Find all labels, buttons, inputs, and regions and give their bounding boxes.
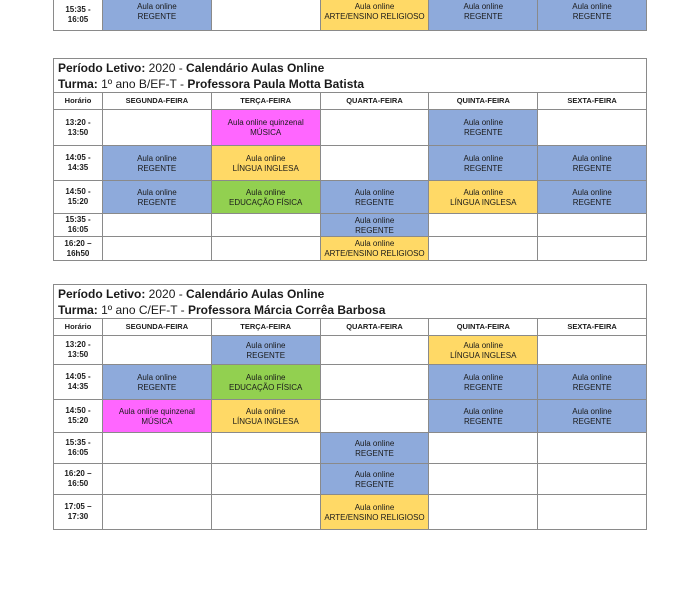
- class-line: [58, 76, 642, 92]
- class-subject: LÍNGUA INGLESA: [232, 163, 299, 173]
- class-subject: REGENTE: [463, 382, 503, 392]
- time-end: 16:50: [67, 479, 89, 488]
- header-row: [54, 319, 647, 336]
- header-row: [54, 93, 647, 110]
- table-row: [54, 214, 647, 237]
- class-cell: [320, 400, 429, 433]
- class-cell: [211, 0, 320, 31]
- time-end: 15:20: [67, 416, 89, 425]
- class-cell: [103, 214, 212, 237]
- time-cell: [54, 214, 103, 237]
- class-cell: [103, 464, 212, 495]
- time-start: 14:05 -: [65, 153, 91, 162]
- class-cell: [211, 214, 320, 237]
- header-cell: Horário: [54, 319, 103, 336]
- class-cell: [320, 110, 429, 146]
- time-end: 16h50: [66, 248, 90, 258]
- table-row: [54, 181, 647, 214]
- class-subject: LÍNGUA INGLESA: [450, 350, 517, 360]
- class-cell: [538, 464, 647, 495]
- time-cell: [54, 336, 103, 365]
- schedule-header: [53, 284, 647, 318]
- class-cell: [320, 495, 429, 530]
- period-value: 2020 -: [145, 61, 187, 75]
- class-subject: REGENTE: [137, 163, 177, 173]
- class-cell: [538, 237, 647, 261]
- class-cell: [320, 181, 429, 214]
- class-subject: EDUCAÇÃO FÍSICA: [229, 197, 303, 207]
- class-subject: REGENTE: [355, 225, 394, 235]
- class-cell: [429, 495, 538, 530]
- class-cell: [320, 214, 429, 237]
- class-cell: [211, 110, 320, 146]
- class-type: Aula online: [572, 2, 612, 11]
- time-start: 13:20 -: [65, 117, 91, 127]
- class-cell: [429, 214, 538, 237]
- class-type: Aula online: [137, 153, 177, 163]
- schedule-header: [53, 58, 647, 92]
- class-cell: [429, 0, 538, 31]
- time-start: 17:05 –: [64, 502, 92, 511]
- class-type: Aula online: [354, 469, 395, 479]
- class-cell: [211, 365, 320, 400]
- schedule-block-c: [53, 284, 647, 530]
- class-type: Aula online: [354, 187, 395, 197]
- time-start: 15:35 -: [65, 438, 91, 447]
- header-cell: SEGUNDA-FEIRA: [103, 93, 212, 110]
- time-end: 16:05: [67, 14, 89, 24]
- class-type: Aula online: [245, 153, 286, 163]
- header-cell: QUARTA-FEIRA: [320, 319, 429, 336]
- class-value: 1º ano C/EF-T -: [97, 303, 188, 317]
- class-cell: [538, 0, 647, 31]
- period-label: Período Letivo:: [58, 287, 146, 301]
- class-cell: [103, 433, 212, 464]
- time-start: 16:20 –: [64, 469, 92, 478]
- class-type: Aula online: [137, 372, 177, 382]
- header-cell: QUINTA-FEIRA: [429, 93, 538, 110]
- header-cell: Horário: [54, 93, 103, 110]
- class-cell: [429, 146, 538, 181]
- class-subject: REGENTE: [355, 197, 394, 207]
- previous-schedule-fragment: [53, 0, 647, 31]
- class-subject: REGENTE: [572, 197, 612, 207]
- time-cell: [54, 365, 103, 400]
- class-type: Aula online: [463, 406, 504, 416]
- header-cell: SEXTA-FEIRA: [538, 319, 647, 336]
- class-subject: REGENTE: [137, 12, 177, 21]
- class-cell: [103, 365, 212, 400]
- time-cell: [54, 110, 103, 146]
- class-subject: REGENTE: [463, 128, 503, 137]
- class-subject: REGENTE: [463, 416, 503, 426]
- time-end: 16:05: [67, 225, 89, 234]
- time-cell: [54, 464, 103, 495]
- class-cell: [320, 433, 429, 464]
- class-subject: REGENTE: [137, 197, 177, 207]
- table-row: [54, 0, 647, 31]
- class-cell: [538, 433, 647, 464]
- class-subject: REGENTE: [463, 12, 503, 21]
- class-cell: [538, 365, 647, 400]
- class-cell: [211, 433, 320, 464]
- class-cell: [538, 110, 647, 146]
- class-cell: [320, 464, 429, 495]
- class-cell: [429, 433, 538, 464]
- class-cell: [103, 495, 212, 530]
- time-end: 16:05: [67, 448, 89, 457]
- class-type: Aula online: [245, 340, 286, 350]
- class-cell: [103, 146, 212, 181]
- table-row: [54, 146, 647, 181]
- class-type: Aula online: [463, 340, 504, 350]
- calendar-title: Calendário Aulas Online: [186, 61, 325, 75]
- schedule-block-b: [53, 58, 647, 261]
- class-subject: ARTE/ENSINO RELIGIOSO: [324, 12, 425, 21]
- teacher-name: Professora Márcia Corrêa Barbosa: [187, 303, 386, 317]
- class-type: Aula online: [354, 215, 395, 225]
- table-row: [54, 464, 647, 495]
- class-cell: [320, 146, 429, 181]
- class-cell: [429, 336, 538, 365]
- class-cell: [538, 495, 647, 530]
- class-subject: REGENTE: [246, 350, 286, 360]
- class-subject: REGENTE: [355, 448, 394, 458]
- class-cell: [211, 146, 320, 181]
- table-row: [54, 495, 647, 530]
- class-type: Aula online: [137, 2, 177, 11]
- calendar-title: Calendário Aulas Online: [186, 287, 325, 301]
- class-cell: [320, 336, 429, 365]
- class-type: Aula online: [137, 187, 177, 197]
- class-cell: [211, 336, 320, 365]
- class-cell: [103, 400, 212, 433]
- class-subject: MÚSICA: [141, 416, 173, 426]
- class-type: Aula online: [245, 187, 286, 197]
- class-cell: [429, 237, 538, 261]
- period-label: Período Letivo:: [58, 61, 146, 75]
- class-cell: [538, 146, 647, 181]
- table-row: [54, 365, 647, 400]
- class-subject: REGENTE: [572, 416, 612, 426]
- time-start: 14:50 -: [65, 406, 91, 415]
- class-type: Aula online: [354, 239, 395, 248]
- period-value: 2020 -: [145, 287, 187, 301]
- table-row: [54, 237, 647, 261]
- time-cell: [54, 433, 103, 464]
- header-cell: TERÇA-FEIRA: [211, 93, 320, 110]
- class-line: [58, 302, 642, 318]
- class-cell: [211, 495, 320, 530]
- class-type: Aula online: [463, 2, 504, 11]
- class-type: Aula online: [354, 2, 395, 11]
- class-type: Aula online: [463, 153, 504, 163]
- class-type: Aula online: [572, 187, 612, 197]
- time-start: 14:05 -: [65, 372, 91, 381]
- class-cell: [538, 400, 647, 433]
- class-cell: [211, 237, 320, 261]
- class-cell: [320, 0, 429, 31]
- class-cell: [103, 181, 212, 214]
- teacher-name: Professora Paula Motta Batista: [187, 77, 365, 91]
- class-type: Aula online: [354, 502, 395, 512]
- class-cell: [103, 237, 212, 261]
- time-end: 13:50: [67, 127, 89, 137]
- class-cell: [538, 336, 647, 365]
- class-cell: [429, 464, 538, 495]
- time-start: 13:20 -: [65, 340, 91, 349]
- table-row: [54, 110, 647, 146]
- table-row: [54, 433, 647, 464]
- class-label: Turma:: [58, 303, 98, 317]
- table-row: [54, 336, 647, 365]
- period-line: [58, 286, 642, 302]
- class-type: Aula online: [463, 187, 504, 197]
- class-cell: [211, 181, 320, 214]
- header-cell: QUARTA-FEIRA: [320, 93, 429, 110]
- class-type: Aula online: [245, 406, 286, 416]
- class-subject: ARTE/ENSINO RELIGIOSO: [324, 249, 425, 258]
- time-cell: [54, 0, 103, 31]
- class-subject: MÚSICA: [250, 128, 282, 137]
- class-cell: [320, 365, 429, 400]
- class-type: Aula online: [572, 153, 612, 163]
- class-type: Aula online: [354, 438, 395, 448]
- class-cell: [211, 464, 320, 495]
- class-type: Aula online: [572, 372, 612, 382]
- time-start: 16:20 –: [64, 238, 92, 248]
- header-cell: SEXTA-FEIRA: [538, 93, 647, 110]
- class-type: Aula online quinzenal: [118, 406, 195, 416]
- class-subject: LÍNGUA INGLESA: [232, 416, 299, 426]
- class-type: Aula online: [463, 372, 504, 382]
- header-cell: TERÇA-FEIRA: [211, 319, 320, 336]
- class-cell: [211, 400, 320, 433]
- class-subject: REGENTE: [572, 12, 612, 21]
- class-type: Aula online quinzenal: [227, 118, 304, 127]
- time-start: 15:35 -: [65, 4, 91, 14]
- class-subject: REGENTE: [572, 163, 612, 173]
- class-subject: LÍNGUA INGLESA: [450, 197, 517, 207]
- time-cell: [54, 495, 103, 530]
- class-subject: REGENTE: [137, 382, 177, 392]
- class-cell: [103, 336, 212, 365]
- time-end: 13:50: [67, 350, 89, 359]
- time-end: 14:35: [67, 382, 89, 391]
- time-cell: [54, 237, 103, 261]
- fragment-table: [53, 0, 647, 31]
- class-subject: REGENTE: [355, 479, 394, 489]
- period-line: [58, 60, 642, 76]
- schedule-table: [53, 318, 647, 530]
- class-subject: EDUCAÇÃO FÍSICA: [229, 382, 303, 392]
- time-cell: [54, 400, 103, 433]
- class-subject: REGENTE: [463, 163, 503, 173]
- class-cell: [429, 181, 538, 214]
- class-cell: [538, 214, 647, 237]
- class-cell: [429, 365, 538, 400]
- time-cell: [54, 181, 103, 214]
- time-end: 15:20: [67, 197, 89, 206]
- schedule-table: [53, 92, 647, 261]
- table-row: [54, 400, 647, 433]
- time-start: 14:50 -: [65, 187, 91, 196]
- class-value: 1º ano B/EF-T -: [97, 77, 188, 91]
- class-cell: [103, 0, 212, 31]
- class-subject: REGENTE: [572, 382, 612, 392]
- class-type: Aula online: [572, 406, 612, 416]
- class-cell: [320, 237, 429, 261]
- class-subject: ARTE/ENSINO RELIGIOSO: [324, 512, 425, 522]
- time-end: 17:30: [67, 512, 89, 521]
- class-label: Turma:: [58, 77, 98, 91]
- class-cell: [103, 110, 212, 146]
- class-cell: [538, 181, 647, 214]
- class-cell: [429, 400, 538, 433]
- class-type: Aula online: [245, 372, 286, 382]
- header-cell: SEGUNDA-FEIRA: [103, 319, 212, 336]
- time-cell: [54, 146, 103, 181]
- class-cell: [429, 110, 538, 146]
- class-type: Aula online: [463, 118, 504, 127]
- header-cell: QUINTA-FEIRA: [429, 319, 538, 336]
- time-end: 14:35: [67, 163, 89, 172]
- time-start: 15:35 -: [65, 215, 91, 224]
